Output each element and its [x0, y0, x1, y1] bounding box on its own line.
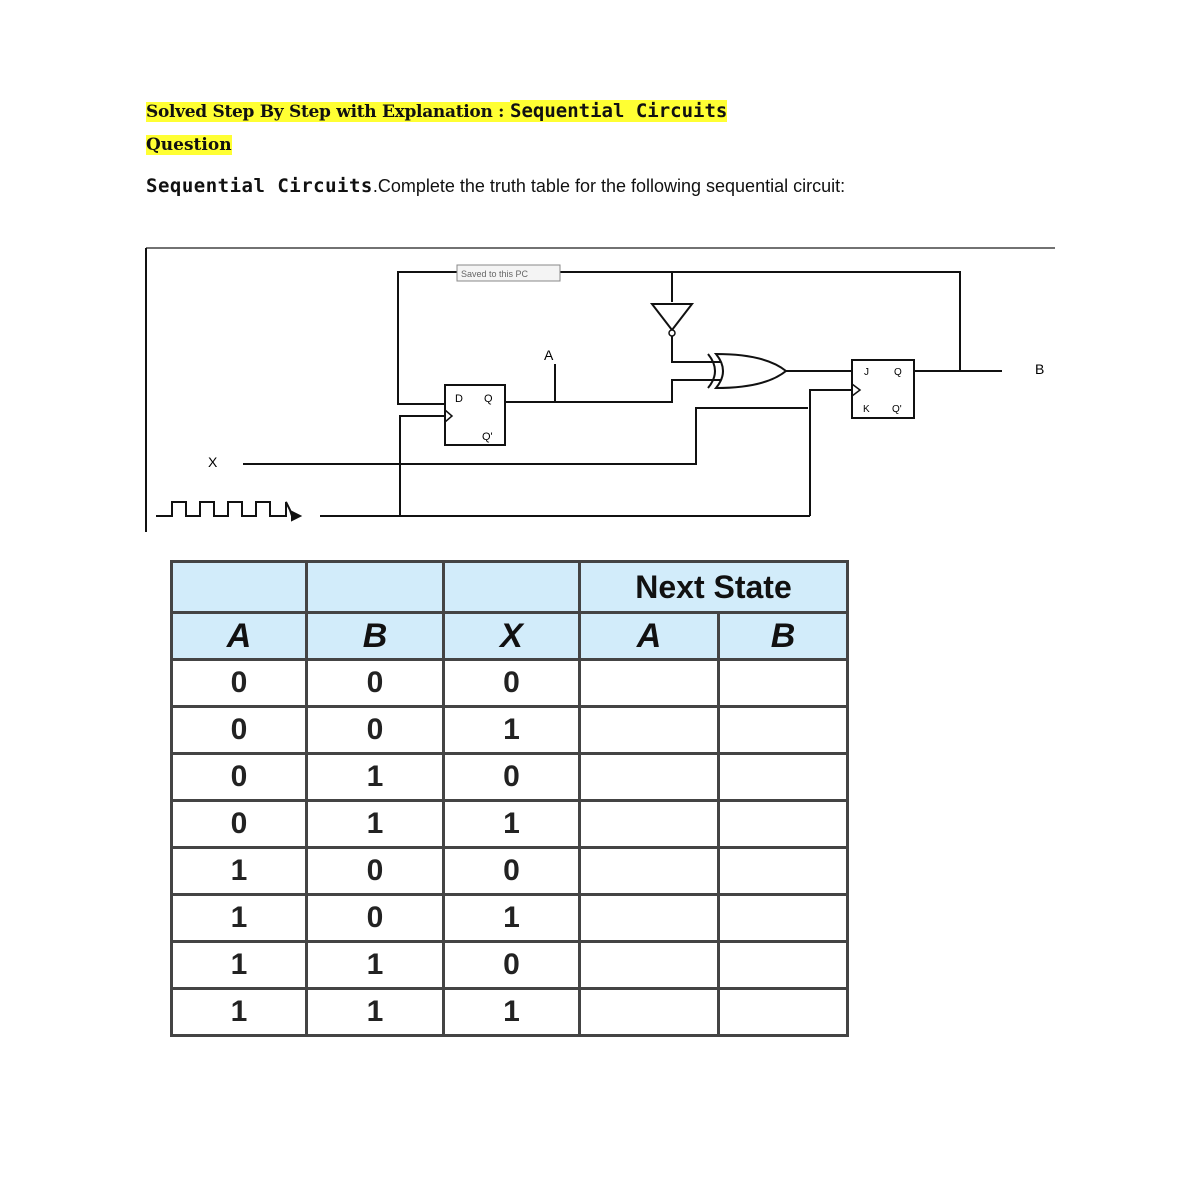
cell-x: 1 — [444, 895, 580, 942]
cell-x: 1 — [444, 801, 580, 848]
table-header-row — [172, 613, 848, 660]
cell-x: 0 — [444, 848, 580, 895]
jk-j-label: J — [864, 367, 869, 378]
truth-table — [170, 560, 849, 1037]
d-flip-flop — [445, 385, 505, 445]
cell-a: 0 — [172, 707, 307, 754]
saved-to-pc-badge — [457, 265, 560, 281]
signal-b-label: B — [1035, 361, 1045, 377]
header-blank-b — [307, 562, 444, 613]
cell-x: 0 — [444, 942, 580, 989]
header-col-b: B — [307, 613, 444, 660]
header-next-state: Next State — [580, 562, 848, 613]
table-row — [172, 707, 848, 754]
title-prefix: Solved Step By Step with Explanation : — [146, 102, 505, 122]
jk-flip-flop — [852, 360, 914, 418]
jk-qn-label: Q' — [892, 404, 902, 415]
dff-d-label: D — [455, 393, 463, 405]
title-topic: Sequential Circuits — [510, 100, 728, 122]
circuit-diagram — [0, 0, 1200, 560]
table-row — [172, 942, 848, 989]
signal-x-label: X — [208, 454, 218, 470]
cell-next-b[interactable] — [719, 895, 848, 942]
table-row — [172, 895, 848, 942]
cell-x: 1 — [444, 707, 580, 754]
cell-next-b[interactable] — [719, 989, 848, 1036]
cell-b: 1 — [307, 989, 444, 1036]
clock-signal-icon — [156, 502, 300, 520]
cell-next-b[interactable] — [719, 707, 848, 754]
cell-a: 1 — [172, 895, 307, 942]
table-header-row-top — [172, 562, 848, 613]
cell-b: 1 — [307, 754, 444, 801]
cell-a: 0 — [172, 660, 307, 707]
saved-badge-text: Saved to this PC — [461, 269, 529, 279]
question-topic: Sequential Circuits — [146, 175, 373, 197]
diagram-frame — [146, 248, 1055, 532]
xor-gate — [708, 354, 786, 388]
cell-a: 1 — [172, 942, 307, 989]
jk-k-label: K — [863, 404, 870, 415]
header-col-a: A — [172, 613, 307, 660]
cell-next-a[interactable] — [580, 660, 719, 707]
cell-next-b[interactable] — [719, 660, 848, 707]
cell-next-a[interactable] — [580, 989, 719, 1036]
question-label: Question — [146, 135, 232, 155]
table-row — [172, 801, 848, 848]
cell-next-a[interactable] — [580, 895, 719, 942]
cell-next-b[interactable] — [719, 848, 848, 895]
cell-x: 0 — [444, 754, 580, 801]
cell-next-a[interactable] — [580, 942, 719, 989]
header-col-next-a: A — [580, 613, 719, 660]
cell-a: 1 — [172, 848, 307, 895]
cell-x: 0 — [444, 660, 580, 707]
cell-next-b[interactable] — [719, 942, 848, 989]
cell-b: 0 — [307, 848, 444, 895]
header-blank-x — [444, 562, 580, 613]
cell-b: 1 — [307, 942, 444, 989]
cell-next-b[interactable] — [719, 754, 848, 801]
cell-b: 1 — [307, 801, 444, 848]
cell-next-a[interactable] — [580, 707, 719, 754]
cell-a: 0 — [172, 754, 307, 801]
not-gate — [652, 304, 692, 336]
header-blank-a — [172, 562, 307, 613]
cell-next-a[interactable] — [580, 848, 719, 895]
cell-b: 0 — [307, 660, 444, 707]
dff-q-label: Q — [484, 393, 493, 405]
jk-q-label: Q — [894, 367, 902, 378]
table-row — [172, 989, 848, 1036]
cell-b: 0 — [307, 707, 444, 754]
header-col-next-b: B — [719, 613, 848, 660]
cell-a: 1 — [172, 989, 307, 1036]
cell-a: 0 — [172, 801, 307, 848]
cell-b: 0 — [307, 895, 444, 942]
cell-x: 1 — [444, 989, 580, 1036]
header-col-x: X — [444, 613, 580, 660]
cell-next-a[interactable] — [580, 754, 719, 801]
table-row — [172, 660, 848, 707]
question-instruction: .Complete the truth table for the following sequential circuit: — [372, 176, 846, 196]
dff-qn-label: Q' — [482, 431, 493, 443]
cell-next-a[interactable] — [580, 801, 719, 848]
table-row — [172, 754, 848, 801]
table-row — [172, 848, 848, 895]
cell-next-b[interactable] — [719, 801, 848, 848]
signal-a-label: A — [544, 347, 554, 363]
